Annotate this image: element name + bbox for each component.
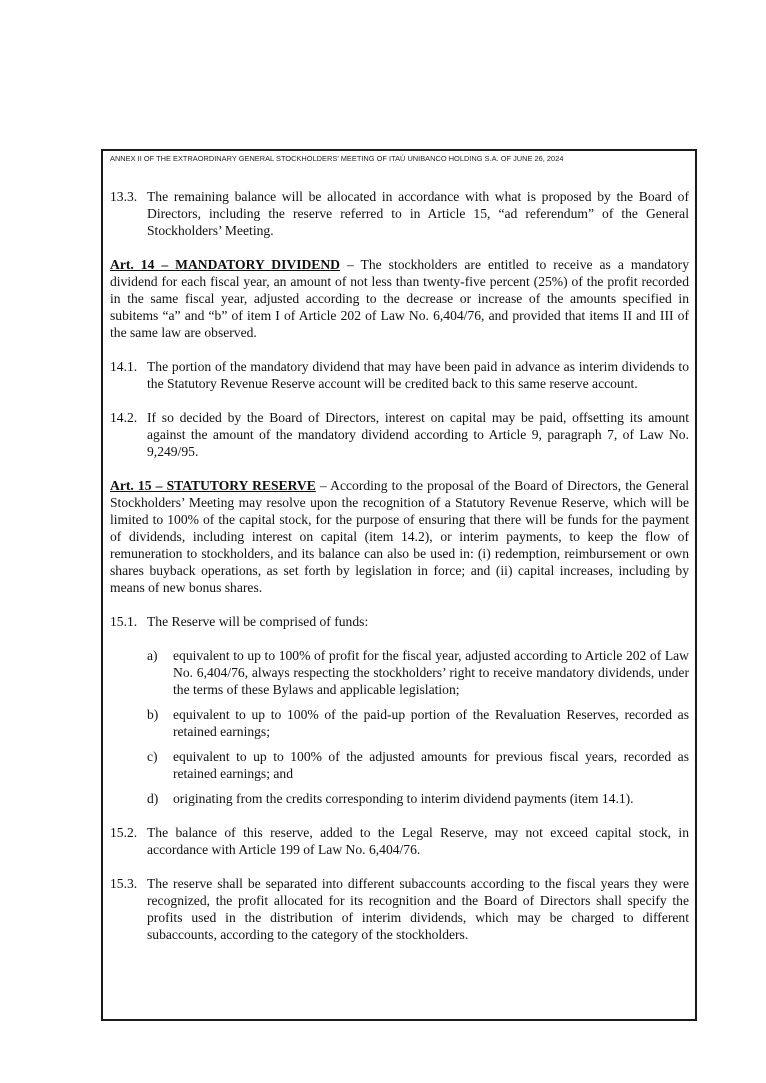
section-text: The remaining balance will be allocated in accordance with what is proposed by the Board of Directors, including the reserve referred to in Article 15, “ad referendum” of the General Stockholders’ Meeting. <box>147 189 689 238</box>
section-number: 15.2. <box>110 825 138 840</box>
section-13-3 <box>110 188 689 239</box>
document-header: ANNEX II OF THE EXTRAORDINARY GENERAL STOCKHOLDERS’ MEETING OF ITAÚ UNIBANCO HOLDING S.A. OF JUNE 26, 2024 <box>110 154 564 163</box>
section-number: 15.1. <box>110 614 138 629</box>
section-number: 13.3. <box>110 189 138 204</box>
section-text: If so decided by the Board of Directors, interest on capital may be paid, offsetting its amount against the amount of the mandatory dividend according to Article 9, paragraph 7, of Law No. 9,249/95. <box>147 410 689 459</box>
section-number: 14.1. <box>110 359 138 374</box>
list-item-label: a) <box>147 648 158 663</box>
list-item-text: equivalent to up to 100% of the adjusted amounts for previous fiscal years, recorded as retained earnings; and <box>173 749 689 781</box>
article-15-text: – According to the proposal of the Board of Directors, the General Stockholders’ Meeting may resolve upon the recognition of a Statutory Revenue Reserve, which will be limited to 100% of the capital stock, for the purpose of ensuring that there will be funds for the payment of dividends, including interest on capital (item 14.2), or interim payments, to keep the flow of remuneration to stockholders, and its balance can also be used in: (i) redemption, reimbursement or own shares buyback operations, as set forth by legislation in force; and (ii) capital increases, including by means of new bonus shares. <box>110 478 689 595</box>
article-14 <box>110 256 689 341</box>
reserve-funds-list <box>147 647 689 807</box>
section-text: The portion of the mandatory dividend that may have been paid in advance as interim dividends to the Statutory Revenue Reserve account will be credited back to this same reserve account. <box>147 359 689 391</box>
section-15-3 <box>110 875 689 943</box>
document-frame <box>101 149 697 1021</box>
list-item-label: b) <box>147 707 159 722</box>
list-item-text: equivalent to up to 100% of the paid-up portion of the Revaluation Reserves, recorded as retained earnings; <box>173 707 689 739</box>
list-item-text: originating from the credits corresponding to interim dividend payments (item 14.1). <box>173 791 634 806</box>
list-item <box>147 748 689 782</box>
list-item <box>147 647 689 698</box>
list-item <box>147 790 689 807</box>
section-15-1 <box>110 613 689 630</box>
article-14-text: – The stockholders are entitled to receive as a mandatory dividend for each fiscal year, an amount of not less than twenty-five percent (25%) of the profit recorded in the same fiscal year, adjusted according to the decrease or increase of the amounts specified in subitems “a” and “b” of item I of Article 202 of Law No. 6,404/76, and provided that items II and III of the same law are observed. <box>110 257 689 340</box>
section-number: 14.2. <box>110 410 138 425</box>
section-text: The balance of this reserve, added to the Legal Reserve, may not exceed capital stock, in accordance with Article 199 of Law No. 6,404/76. <box>147 825 689 857</box>
article-15 <box>110 477 689 596</box>
document-body <box>110 188 689 960</box>
section-text: The reserve shall be separated into different subaccounts according to the fiscal years they were recognized, the profit allocated for its recognition and the Board of Directors shall specify the profits used in the distribution of interim dividends, which may be charged to different subaccounts, according to the category of the stockholders. <box>147 876 689 942</box>
list-item-text: equivalent to up to 100% of profit for the fiscal year, adjusted according to Article 202 of Law No. 6,404/76, always respecting the stockholders’ right to receive mandatory dividends, under the terms of these Bylaws and applicable legislation; <box>173 648 689 697</box>
section-14-1 <box>110 358 689 392</box>
list-item-label: c) <box>147 749 158 764</box>
list-item <box>147 706 689 740</box>
list-item-label: d) <box>147 791 159 806</box>
article-15-heading: Art. 15 – STATUTORY RESERVE <box>110 478 316 493</box>
section-number: 15.3. <box>110 876 138 891</box>
section-text: The Reserve will be comprised of funds: <box>147 614 369 629</box>
section-14-2 <box>110 409 689 460</box>
section-15-2 <box>110 824 689 858</box>
article-14-heading: Art. 14 – MANDATORY DIVIDEND <box>110 257 341 272</box>
